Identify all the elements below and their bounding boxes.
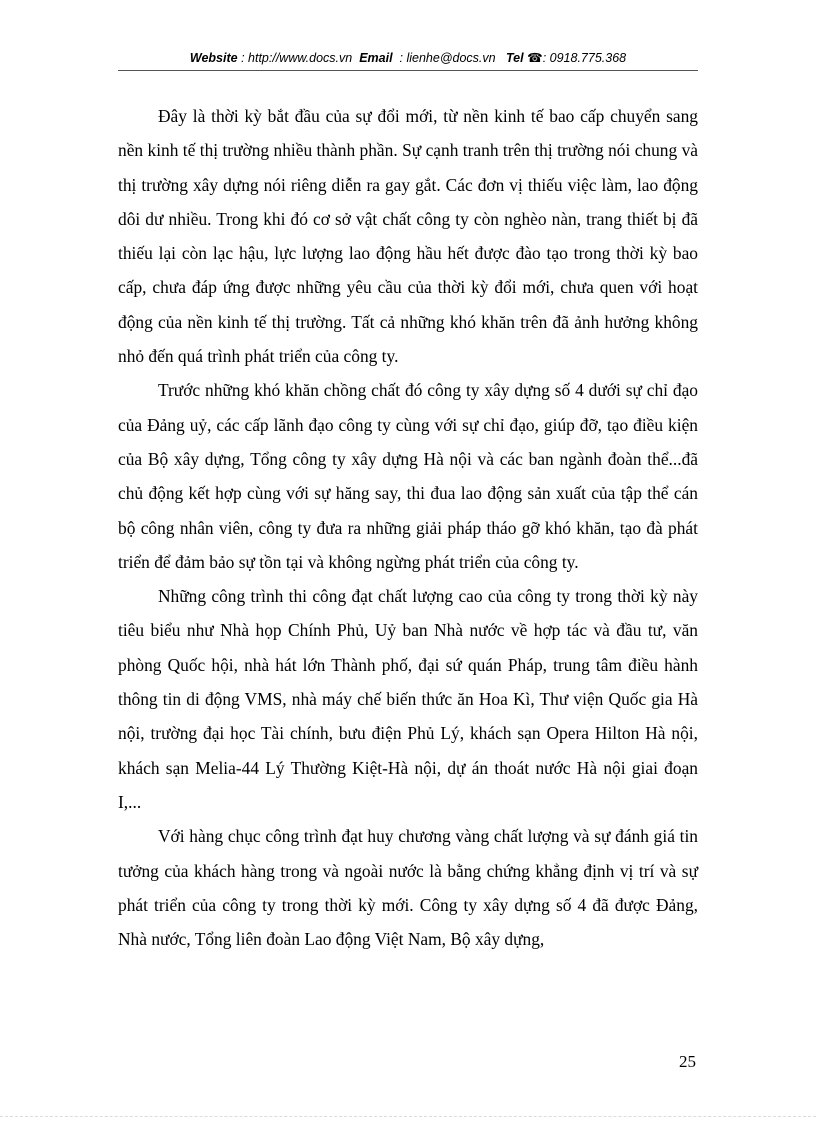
tel-number: : 0918.775.368	[542, 51, 627, 65]
tel-label: Tel	[506, 51, 524, 65]
website-label: Website	[189, 51, 238, 65]
paragraph-2: Trước những khó khăn chồng chất đó công ty xây dựng số 4 dưới sự chỉ đạo của Đảng uỷ, các cấp lãnh đạo công ty cùng với sự chỉ đạo, giúp đỡ, tạo điều kiện của Bộ xây dựng, Tổng công ty xây dựng Hà nội và các ban ngành đoàn thể...đã chủ động kết hợp cùng với sự hăng say, thi đua lao động sản xuất của tập thể cán bộ công nhân viên, công ty đưa ra những giải pháp tháo gỡ khó khăn, tạo đà phát triển để đảm bảo sự tồn tại và không ngừng phát triển của công ty.	[118, 380, 698, 572]
page-header	[118, 50, 698, 66]
page-number: 25	[679, 1052, 696, 1071]
paragraph-3: Những công trình thi công đạt chất lượng cao của công ty trong thời kỳ này tiêu biểu như Nhà họp Chính Phủ, Uỷ ban Nhà nước về hợp tác và đầu tư, văn phòng Quốc hội, nhà hát lớn Thành phố, đại sứ quán Pháp, trung tâm điều hành thông tin di động VMS, nhà máy chế biến thức ăn Hoa Kì, Thư viện Quốc gia Hà nội, trường đại học Tài chính, bưu điện Phủ Lý, khách sạn Opera Hilton Hà nội, khách sạn Melia-44 Lý Thường Kiệt-Hà nội, dự án thoát nước Hà nội giai đoạn I,...	[118, 586, 698, 812]
document-body	[118, 99, 698, 956]
email-address[interactable]: : lienhe@docs.vn	[399, 51, 496, 65]
website-url[interactable]: : http://www.docs.vn	[241, 51, 353, 65]
paragraph-4: Với hàng chục công trình đạt huy chương vàng chất lượng và sự đánh giá tin tưởng của khách hàng trong và ngoài nước là bằng chứng khẳng định vị trí và sự phát triển của công ty trong thời kỳ mới. Công ty xây dựng số 4 đã được Đảng, Nhà nước, Tổng liên đoàn Lao động Việt Nam, Bộ xây dựng,	[118, 826, 698, 950]
paragraph-1: Đây là thời kỳ bắt đầu của sự đổi mới, từ nền kinh tế bao cấp chuyển sang nền kinh tế thị trường nhiều thành phần. Sự cạnh tranh trên thị trường nói chung và thị trường xây dựng nói riêng diễn ra gay gắt. Các đơn vị thiếu việc làm, lao động dôi dư nhiều. Trong khi đó cơ sở vật chất công ty còn nghèo nàn, trang thiết bị đã thiếu lại còn lạc hậu, lực lượng lao động hầu hết được đào tạo trong thời kỳ bao cấp, chưa đáp ứng được những yêu cầu của thời kỳ đổi mới, chưa quen với hoạt động của nền kinh tế thị trường. Tất cả những khó khăn trên đã ảnh hưởng không nhỏ đến quá trình phát triển của công ty.	[118, 106, 698, 367]
header-divider	[118, 70, 698, 71]
telephone-icon: ☎	[527, 51, 543, 65]
email-label: Email	[359, 51, 393, 65]
page-edge-divider	[0, 1116, 816, 1117]
